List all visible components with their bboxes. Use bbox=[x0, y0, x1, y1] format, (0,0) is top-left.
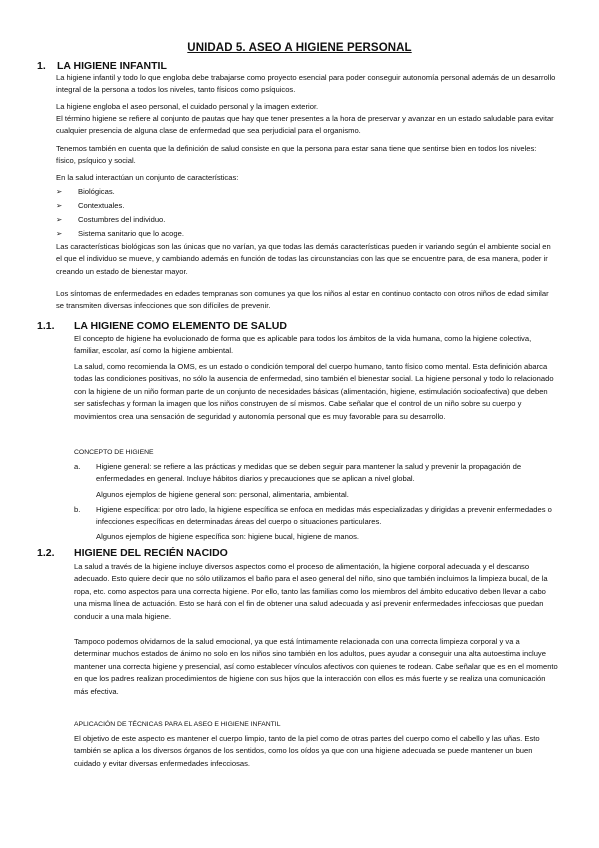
bullet-item bbox=[56, 186, 536, 198]
bullet-text: Sistema sanitario que lo acoge. bbox=[78, 229, 184, 238]
bullet-text: Contextuales. bbox=[78, 201, 125, 210]
bullet-text: Costumbres del individuo. bbox=[78, 215, 166, 224]
list-marker: b. bbox=[74, 505, 81, 514]
bullet-item bbox=[56, 214, 536, 226]
list-marker: a. bbox=[74, 462, 81, 471]
list-item-text: Higiene general: se refiere a las prácticas y medidas que se deben seguir para mantener la salud y prevenir la propagación de enfermedades en general. Incluye hábitos diarios y precauciones que se aplican a nivel global. bbox=[96, 462, 522, 484]
list-item-example: Algunos ejemplos de higiene específica son: higiene bucal, higiene de manos. bbox=[96, 532, 360, 541]
bullet-item bbox=[56, 228, 536, 240]
s1-paragraph-3: El término higiene se refiere al conjunto de pautas que hay que tener presentes a la hora de preservar y avanzar en un estado saludable para evitar cualquier presencia de alguna clase de enfermedad que sea perjudicial para el organismo. bbox=[56, 114, 554, 136]
s1-paragraph-5: En la salud interactúan un conjunto de características: bbox=[56, 173, 239, 182]
section-1-2-heading: HIGIENE DEL RECIÉN NACIDO bbox=[74, 547, 228, 559]
s1-paragraph-2: La higiene engloba el aseo personal, el cuidado personal y la imagen exterior. bbox=[56, 102, 319, 111]
list-item-text: Higiene específica: por otro lado, la higiene específica se enfoca en medidas más especializadas y dirigidas a prevenir enfermedades o infecciones específicas en determinadas áreas del cuerpo o situaciones particulares. bbox=[96, 505, 552, 527]
s11-paragraph-1: El concepto de higiene ha evolucionado de forma que es aplicable para todos los ámbitos de la vida humana, como la higiene colectiva, familiar, escolar, así como la higiene ambiental. bbox=[74, 334, 532, 356]
bullet-item bbox=[56, 200, 536, 212]
section-1-1-number: 1.1. bbox=[37, 320, 55, 332]
s11-subheading: CONCEPTO DE HIGIENE bbox=[74, 449, 154, 456]
list-item bbox=[74, 461, 558, 486]
s12-paragraph-1: La salud a través de la higiene incluye diversos aspectos como el proceso de alimentación, la higiene corporal adecuada y el descanso adecuado. Esto quiere decir que no sólo utilizamos el baño para el aseo general del niño, sino que también incluimos la limpieza bucal, de la ropa, etc. como aspectos para una correcta higiene. Por ello, tanto las familias como los miembros del ámbito educativo deben llevar a cabo una misma línea de actuación. Esto se hará con el fin de obtener una salud adecuada y así prevenir enfermedades infecciosas que puedan conducir a una mala higiene. bbox=[74, 562, 548, 621]
s1-paragraph-4: Tenemos también en cuenta que la definición de salud consiste en que la persona para estar sana tiene que sentirse bien en todos los niveles: físico, psíquico y social. bbox=[56, 144, 537, 166]
section-1-heading: LA HIGIENE INFANTIL bbox=[57, 60, 167, 72]
section-1-2-number: 1.2. bbox=[37, 547, 55, 559]
section-1-1-heading: LA HIGIENE COMO ELEMENTO DE SALUD bbox=[74, 320, 287, 332]
s11-paragraph-2: La salud, como recomienda la OMS, es un estado o condición temporal del cuerpo humano, tanto físico como mental. Esta definición abarca todas las condiciones positivas, no sólo la ausencia de enfermedad, sino también el bienestar social. La higiene personal y todo lo relacionado con la higiene de un niño forman parte de un conjunto de necesidades básicas (alimentación, higiene, estimulación socioafectiva) que deben ser satisfechas y forman la imagen que los niños construyen de sí mismos. Cabe señalar que el control de un niño sobre su cuerpo y movimientos crea una sensación de seguridad y autonomía personal que es muy favorable para su desarrollo. bbox=[74, 362, 554, 421]
arrow-bullet-icon: ➢ bbox=[56, 215, 63, 224]
s1-paragraph-6: Las características biológicas son las únicas que no varían, ya que todas las demás características pueden ir variando según el ambiente social en el que el individuo se mueve, y cambiando además en función de todas las circunstancias con las que se encuentre para, de esa manera, poder ir creando un estado de bienestar mayor. bbox=[56, 242, 551, 276]
s12-paragraph-2: Tampoco podemos olvidarnos de la salud emocional, ya que está íntimamente relacionada con una correcta limpieza corporal y va a determinar muchos estados de ánimo no solo en los niños sino también en los adultos, pues ayudar a conseguir una alta autoestima incluye mantener una correcta higiene y presencial, así como establecer vínculos afectivos con quienes te rodean. Cabe señalar que es en el momento en que los padres realizan procedimientos de higiene con sus hijos que la interacción con ellos es más fuerte y se realiza una comunicación más efectiva. bbox=[74, 637, 558, 696]
arrow-bullet-icon: ➢ bbox=[56, 229, 63, 238]
arrow-bullet-icon: ➢ bbox=[56, 187, 63, 196]
s1-paragraph-7: Los síntomas de enfermedades en edades tempranas son comunes ya que los niños al estar en continuo contacto con otros niños de edad similar se transmiten diversas infecciones que son difíciles de prevenir. bbox=[56, 289, 549, 311]
document-title: UNIDAD 5. ASEO A HIGIENE PERSONAL bbox=[187, 42, 412, 54]
s1-paragraph-1: La higiene infantil y todo lo que engloba debe trabajarse como proyecto esencial para poder conseguir autonomía personal además de un desarrollo integral de la persona a todos los niveles, tanto físicos como psíquicos. bbox=[56, 73, 556, 95]
list-item-example: Algunos ejemplos de higiene general son: personal, alimentaria, ambiental. bbox=[96, 490, 349, 499]
bullet-text: Biológicas. bbox=[78, 187, 115, 196]
s12-paragraph-3: El objetivo de este aspecto es mantener el cuerpo limpio, tanto de la piel como de otras partes del cuerpo como el cabello y las uñas. Esto también se aplica a los diversos órganos de los sentidos, como los oídos ya que con una higiene adecuada se puede mantener un buen cuidado y evitar diversas enfermedades infecciosas. bbox=[74, 734, 540, 768]
list-item bbox=[74, 504, 558, 529]
section-1-number: 1. bbox=[37, 60, 46, 72]
s12-subheading: APLICACIÓN DE TÉCNICAS PARA EL ASEO E HIGIENE INFANTIL bbox=[74, 721, 281, 728]
arrow-bullet-icon: ➢ bbox=[56, 201, 63, 210]
